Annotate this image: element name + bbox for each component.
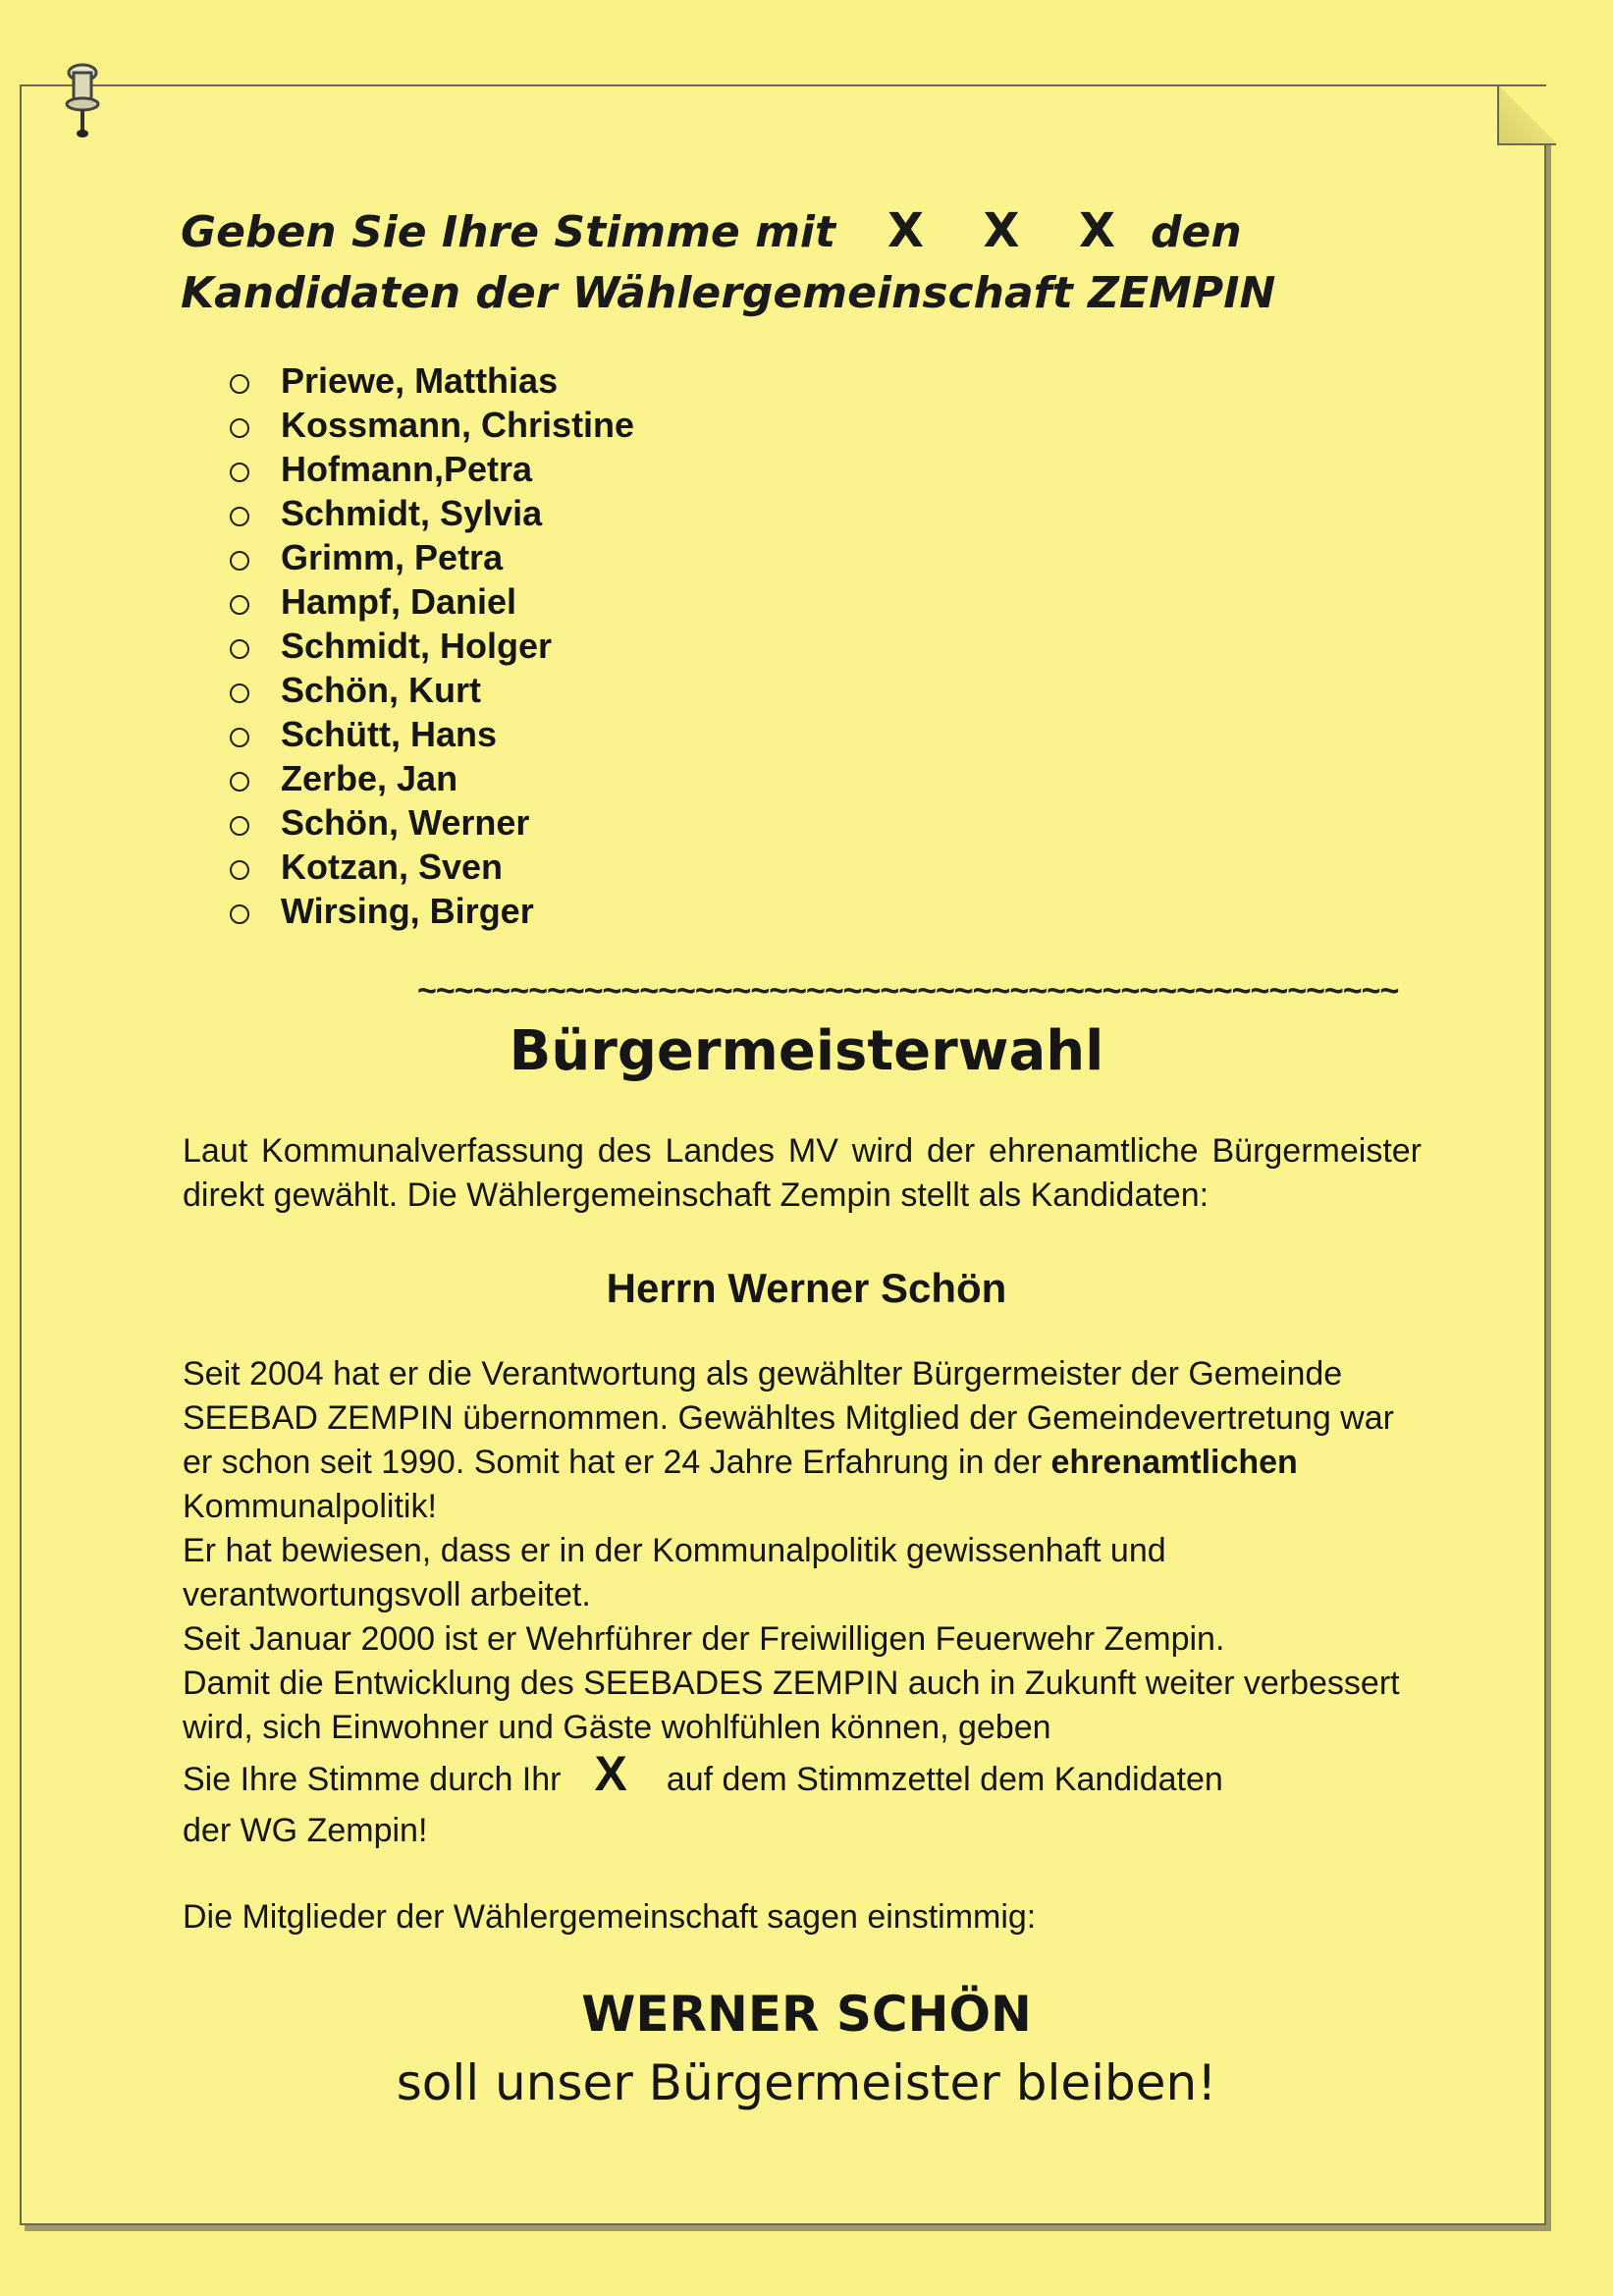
final-candidate-name: WERNER SCHÖN bbox=[581, 1986, 1032, 2043]
circle-bullet-icon bbox=[230, 418, 249, 438]
list-item bbox=[230, 668, 634, 712]
candidate-label: Schön, Kurt bbox=[281, 669, 481, 710]
candidate-bio bbox=[183, 1352, 1422, 1853]
circle-bullet-icon bbox=[230, 772, 249, 792]
vote-mark: X bbox=[1078, 203, 1115, 258]
headline-marks bbox=[887, 200, 1151, 261]
list-item bbox=[230, 491, 634, 535]
list-item bbox=[230, 800, 634, 845]
circle-bullet-icon bbox=[230, 816, 249, 836]
headline-text: Geben Sie Ihre Stimme mit bbox=[181, 207, 836, 257]
bio-paragraph-1: Seit 2004 hat er die Verantwortung als gewählter Bürgermeister der Gemeinde SEEBAD ZEMPIN übernommen. Gewähltes Mitglied der Gemeindevertretung war er schon seit 1990. Somit hat er 24 Jahre Erfahrung in der ehrenamtlichen Kommunalpolitik! bbox=[183, 1355, 1394, 1525]
circle-bullet-icon bbox=[230, 507, 249, 526]
intro-paragraph: Laut Kommunalverfassung des Landes MV wird der ehrenamtliche Bürgermeister direkt gewählt. Die Wählergemeinschaft Zempin stellt als Kandidaten: bbox=[183, 1132, 1422, 1214]
headline-line2: Kandidaten der Wählergemeinschaft ZEMPIN bbox=[181, 268, 1276, 318]
list-item bbox=[230, 447, 634, 491]
candidate-label: Hofmann,Petra bbox=[281, 448, 533, 489]
vote-mark: X bbox=[594, 1746, 627, 1801]
candidate-label: Schmidt, Holger bbox=[281, 625, 553, 666]
mayor-candidate-name: Herrn Werner Schön bbox=[606, 1265, 1007, 1311]
list-item bbox=[230, 403, 634, 447]
final-slogan: soll unser Bürgermeister bleiben! bbox=[396, 2054, 1217, 2111]
circle-bullet-icon bbox=[230, 595, 249, 615]
circle-bullet-icon bbox=[230, 639, 249, 659]
circle-bullet-icon bbox=[230, 904, 249, 924]
candidate-label: Wirsing, Birger bbox=[281, 890, 534, 931]
circle-bullet-icon bbox=[230, 374, 249, 394]
folded-corner bbox=[1497, 86, 1556, 145]
candidate-label: Kossmann, Christine bbox=[281, 404, 635, 445]
bio-paragraph-end: der WG Zempin! bbox=[183, 1812, 428, 1849]
circle-bullet-icon bbox=[230, 463, 249, 482]
vote-instruction: Sie Ihre Stimme durch Ihr X auf dem Stimmzettel dem Kandidaten bbox=[183, 1746, 1223, 1801]
closing-line: Die Mitglieder der Wählergemeinschaft sagen einstimmig: bbox=[183, 1898, 1037, 1936]
candidate-label: Priewe, Matthias bbox=[281, 359, 559, 401]
push-pin-icon bbox=[61, 61, 104, 139]
circle-bullet-icon bbox=[230, 860, 249, 880]
list-item bbox=[230, 756, 634, 800]
candidate-label: Schön, Werner bbox=[281, 801, 530, 843]
bio-paragraph-2: Er hat bewiesen, dass er in der Kommunalpolitik gewissenhaft und verantwortungsvoll arbeitet. bbox=[183, 1532, 1166, 1613]
emphasis-text: ehrenamtlichen bbox=[1050, 1444, 1298, 1481]
section-title: Bürgermeisterwahl bbox=[509, 1019, 1104, 1083]
list-item bbox=[230, 624, 634, 668]
list-item bbox=[230, 889, 634, 933]
candidate-list bbox=[230, 358, 634, 933]
bio-paragraph-4: Damit die Entwicklung des SEEBADES ZEMPIN auch in Zukunft weiter verbessert wird, sich Einwohner und Gäste wohlfühlen können, geben bbox=[183, 1665, 1400, 1746]
candidate-label: Zerbe, Jan bbox=[281, 757, 458, 798]
list-item bbox=[230, 358, 634, 403]
list-item bbox=[230, 845, 634, 889]
circle-bullet-icon bbox=[230, 551, 249, 571]
list-item bbox=[230, 535, 634, 579]
vote-mark: X bbox=[887, 203, 925, 258]
bio-paragraph-3: Seit Januar 2000 ist er Wehrführer der Freiwilligen Feuerwehr Zempin. bbox=[183, 1620, 1225, 1658]
headline bbox=[181, 200, 1408, 324]
tilde-divider: ~~~~~~~~~~~~~~~~~~~~~~~~~~~~~~~~~~~~~~~~~~~~~~~~~~~~~ bbox=[417, 972, 1399, 1010]
headline-text-end: den bbox=[1151, 207, 1242, 257]
vote-mark: X bbox=[983, 203, 1020, 258]
candidate-label: Grimm, Petra bbox=[281, 536, 504, 577]
candidate-label: Hampf, Daniel bbox=[281, 580, 517, 622]
list-item bbox=[230, 579, 634, 624]
candidate-label: Kotzan, Sven bbox=[281, 846, 504, 887]
candidate-label: Schmidt, Sylvia bbox=[281, 492, 543, 533]
circle-bullet-icon bbox=[230, 728, 249, 747]
list-item bbox=[230, 712, 634, 756]
circle-bullet-icon bbox=[230, 683, 249, 703]
candidate-label: Schütt, Hans bbox=[281, 713, 498, 754]
